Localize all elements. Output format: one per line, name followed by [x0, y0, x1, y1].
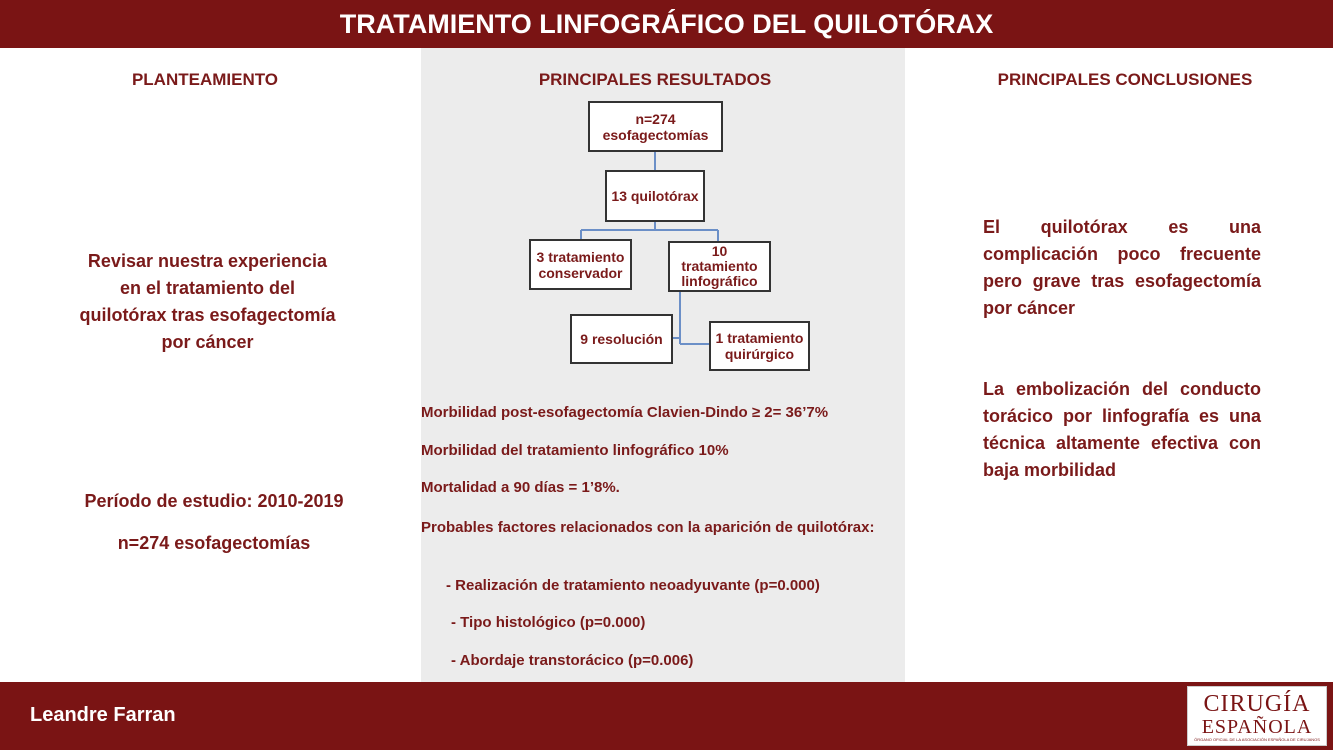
author-name: Leandre Farran [30, 704, 176, 726]
result-mortality: Mortalidad a 90 días = 1’8%. [421, 479, 620, 496]
result-lymphographic-morbidity: Morbilidad del tratamiento linfográfico 10% [421, 442, 729, 459]
flow-lymphographic-line: 10 [711, 243, 728, 259]
logo-line-2: ESPAÑOLA [1201, 716, 1313, 738]
study-period: Período de estudio: 2010-2019 [84, 491, 344, 511]
conclusion-1: El quilotórax es una complicación poco frecuente pero grave tras esofagectomía por cáncer [983, 217, 1261, 318]
factor-neoadjuvant: - Realización de tratamiento neoadyuvante (p=0.000) [446, 577, 820, 594]
flow-surgical-line: quirúrgico [724, 346, 795, 362]
flow-chylothorax-box: 13 quilotórax [605, 170, 705, 222]
objective-line: en el tratamiento del [119, 278, 296, 298]
flow-conservative-box [529, 239, 632, 290]
flow-conservative-line: 3 tratamiento [536, 248, 625, 265]
flow-lymphographic-box [668, 241, 771, 292]
objective-line: Revisar nuestra experiencia [87, 251, 328, 271]
objective-line: por cáncer [161, 332, 254, 352]
result-factors-intro: Probables factores relacionados con la aparición de quilotórax: [421, 519, 875, 536]
factor-histology: - Tipo histológico (p=0.000) [451, 614, 646, 631]
flow-lymphographic-line: linfográfico [681, 273, 758, 289]
middle-heading: PRINCIPALES RESULTADOS [538, 70, 772, 89]
flow-surgical-box [709, 321, 810, 371]
flow-root-box [588, 101, 723, 152]
flow-conservative-line: conservador [538, 264, 623, 281]
objective-line: quilotórax tras esofagectomía [79, 305, 336, 325]
flow-root-line: esofagectomías [602, 126, 709, 143]
factor-approach: - Abordaje transtorácico (p=0.006) [451, 652, 694, 669]
flow-surgical-line: 1 tratamiento [715, 330, 804, 346]
sample-size: n=274 esofagectomías [117, 533, 311, 553]
conclusion-2: La embolización del conducto torácico por linfografía es una técnica altamente efectiva con baja morbilidad [983, 379, 1261, 480]
result-morbidity: Morbilidad post-esofagectomía Clavien-Dindo ≥ 2= 36’7% [421, 404, 829, 421]
logo-line-3: ÓRGANO OFICIAL DE LA ASOCIACIÓN ESPAÑOLA DE CIRUJANOS [1194, 737, 1320, 742]
footer-bar [0, 682, 1333, 750]
left-heading: PLANTEAMIENTO [131, 70, 279, 89]
flow-lymphographic-line: tratamiento [681, 258, 758, 274]
right-heading: PRINCIPALES CONCLUSIONES [997, 70, 1253, 89]
logo-line-1: CIRUGÍA [1203, 691, 1311, 717]
journal-logo [1187, 686, 1327, 746]
flow-resolution-box: 9 resolución [570, 314, 673, 364]
page-title: TRATAMIENTO LINFOGRÁFICO DEL QUILOTÓRAX [0, 0, 1333, 48]
flow-root-line: n=274 [635, 110, 676, 127]
